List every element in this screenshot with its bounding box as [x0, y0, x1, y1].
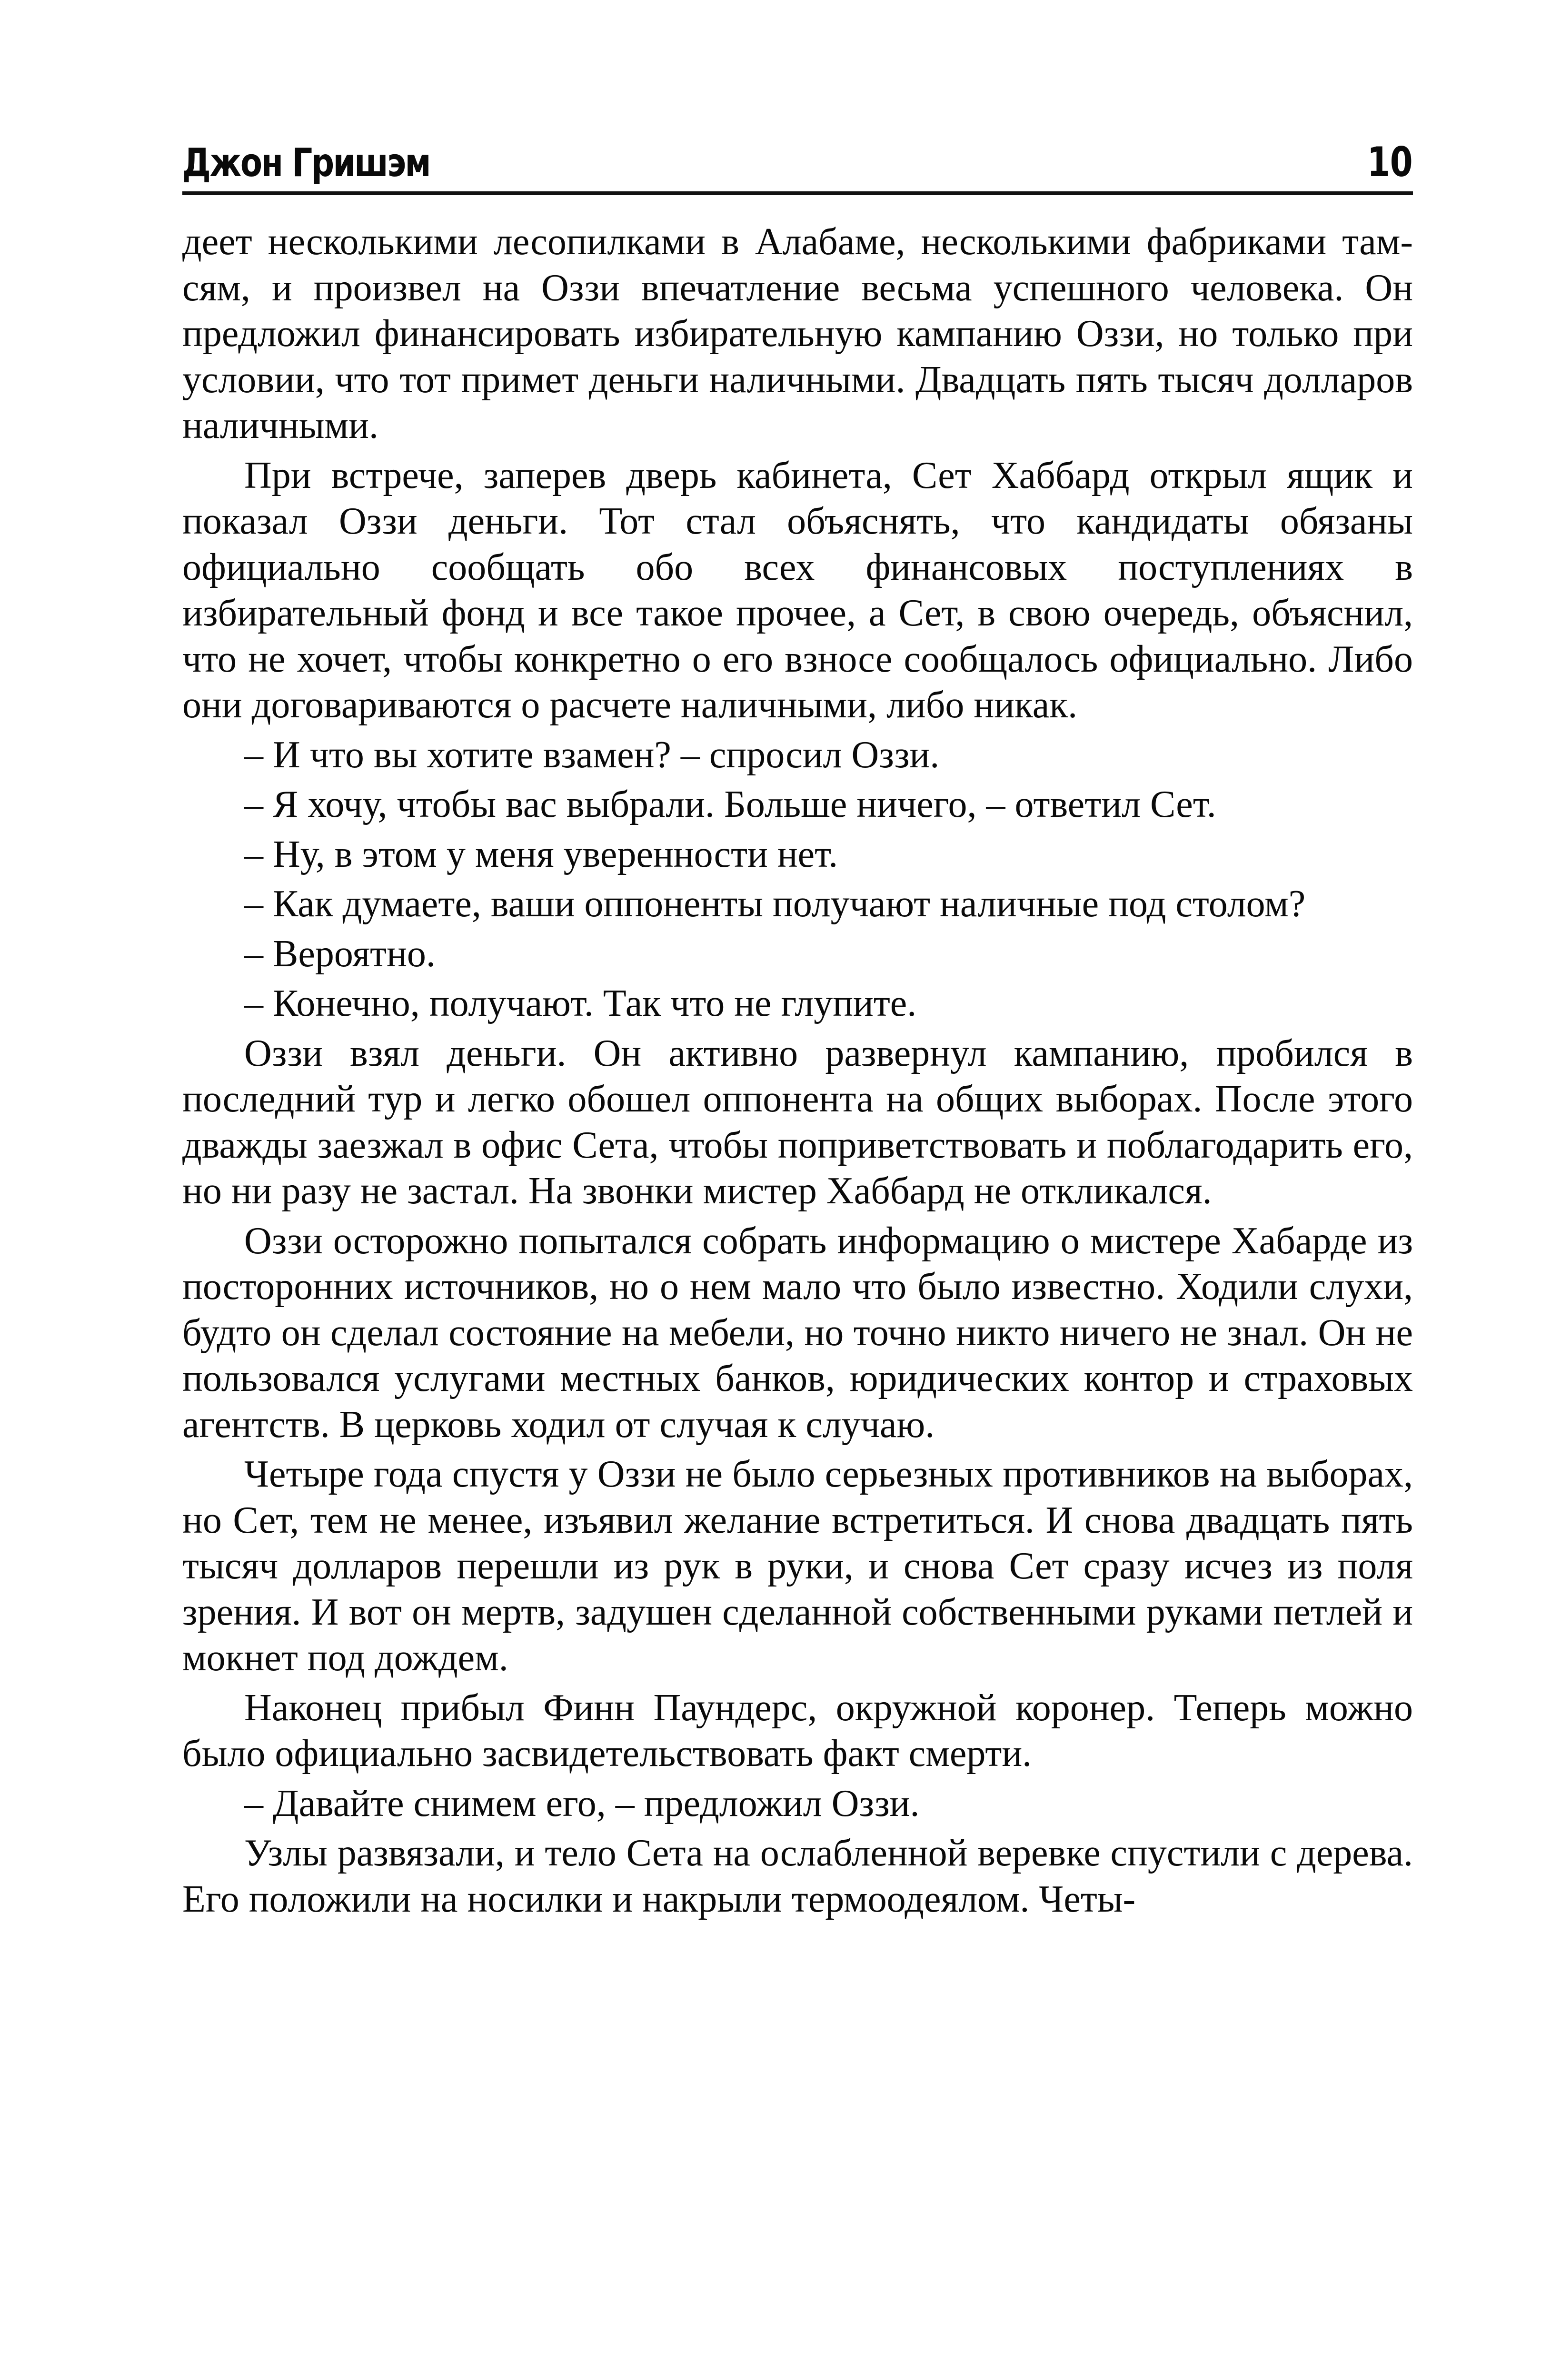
dialogue-line: – Я хочу, чтобы вас выбрали. Больше ничего, – ответил Сет.	[244, 783, 1216, 825]
paragraph: Оззи взял деньги. Он активно развернул кампанию, пробился в последний тур и легко обошел оппонента на общих выборах. После этого дважды заезжал в офис Сета, чтобы поприветствовать и поблагодарить его, но ни разу не застал. На звонки мистер Хаббард не откликался.	[182, 1032, 1413, 1212]
paragraph: деет несколькими лесопилками в Алабаме, несколькими фабриками там-сям, и произвел на Оззи впечатление весьма успешного человека. Он предложил финансировать избирательную кампанию Оззи, но только при условии, что тот примет деньги наличными. Двадцать пять тысяч долларов наличными.	[182, 221, 1413, 446]
dialogue-line: – Конечно, получают. Так что не глупите.	[244, 982, 917, 1024]
paragraph: Наконец прибыл Финн Паундерс, окружной коронер. Теперь можно было официально засвидетельствовать факт смерти.	[182, 1686, 1413, 1775]
dialogue-line: – И что вы хотите взамен? – спросил Оззи.	[244, 734, 940, 776]
paragraph: При встрече, заперев дверь кабинета, Сет Хаббард открыл ящик и показал Оззи деньги. Тот стал объяснять, что кандидаты обязаны официально сообщать обо всех финансовых поступлениях в избирательный фонд и все такое прочее, а Сет, в свою очередь, объяснил, что не хочет, чтобы конкретно о его взносе сообщалось официально. Либо они договариваются о расчете наличными, либо никак.	[182, 454, 1413, 726]
book-page	[182, 119, 1413, 1922]
dialogue-line: – Давайте снимем его, – предложил Оззи.	[244, 1782, 920, 1825]
dialogue-line: – Вероятно.	[244, 932, 436, 975]
dialogue-line: – Как думаете, ваши оппоненты получают наличные под столом?	[244, 883, 1306, 925]
page-number: 10	[1367, 139, 1413, 186]
dialogue-line: – Ну, в этом у меня уверенности нет.	[244, 833, 838, 875]
body-text	[182, 219, 1413, 1922]
paragraph: Оззи осторожно попытался собрать информацию о мистере Хабарде из посторонних источников, но о нем мало что было известно. Ходили слухи, будто он сделал состояние на мебели, но точно никто ничего не знал. Он не пользовался услугами местных банков, юридических контор и страховых агентств. В церковь ходил от случая к случаю.	[182, 1220, 1413, 1446]
paragraph: Узлы развязали, и тело Сета на ослабленной веревке спустили с дерева. Его положили на носилки и накрыли термоодеялом. Четы-	[182, 1832, 1413, 1920]
running-header	[182, 119, 1413, 195]
running-head-author: Джон Гришэм	[182, 140, 430, 186]
paragraph: Четыре года спустя у Оззи не было серьезных противников на выборах, но Сет, тем не менее, изъявил желание встретиться. И снова двадцать пять тысяч долларов перешли из рук в руки, и снова Сет сразу исчез из поля зрения. И вот он мертв, задушен сделанной собственными руками петлей и мокнет под дождем.	[182, 1453, 1413, 1679]
